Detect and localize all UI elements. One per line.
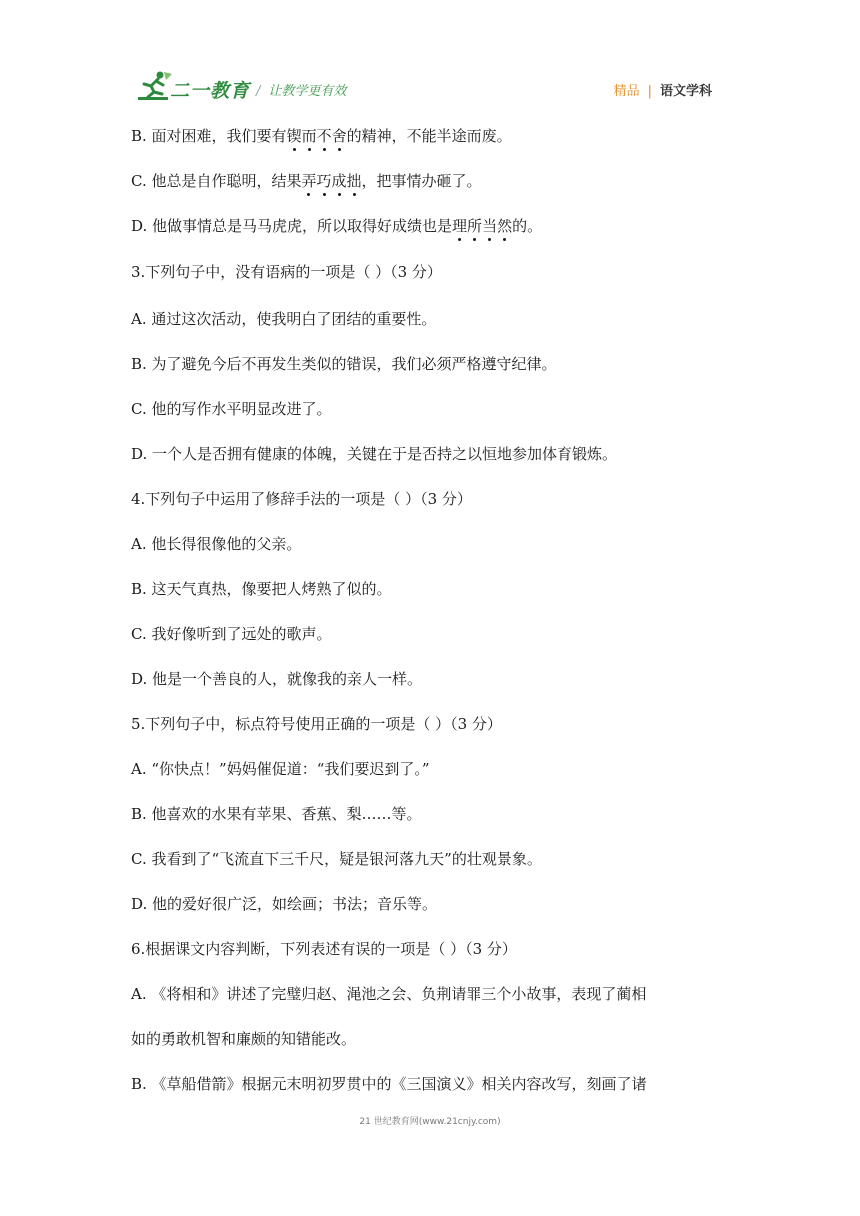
option-4d: D. 他是一个善良的人，就像我的亲人一样。 [131, 670, 423, 688]
option-6b-line1: B. 《草船借箭》根据元末明初罗贯中的《三国演义》相关内容改写，刻画了诸 [131, 1075, 647, 1093]
option-3a: A. 通过这次活动，使我明白了团结的重要性。 [131, 310, 437, 328]
option-2c: C. 他总是自作聪明，结果弄巧成拙，把事情办砸了。 [131, 172, 482, 190]
page-header [136, 70, 726, 106]
option-5a: A. “你快点！”妈妈催促道：“我们要迟到了。” [131, 760, 430, 778]
question-6: 6.根据课文内容判断，下列表述有误的一项是（ ）（3 分） [131, 940, 517, 958]
slogan-separator: / [256, 84, 261, 99]
page-footer: 21 世纪教育网(www.21cnjy.com) [359, 1117, 501, 1127]
question-4: 4.下列句子中运用了修辞手法的一项是（ ）（3 分） [131, 490, 472, 508]
brand-name: 二一教育 [170, 80, 251, 102]
option-6a-line2: 如的勇敢机智和廉颇的知错能改。 [131, 1030, 357, 1048]
slogan [256, 80, 346, 99]
slogan-text: 让教学更有效 [268, 84, 347, 99]
option-3c: C. 他的写作水平明显改进了。 [131, 400, 332, 418]
question-5: 5.下列句子中，标点符号使用正确的一项是（ ）（3 分） [131, 715, 502, 733]
option-2d: D. 他做事情总是马马虎虎，所以取得好成绩也是理所当然的。 [131, 217, 543, 235]
tag-divider: | [647, 84, 652, 99]
question-3: 3.下列句子中，没有语病的一项是（ ）（3 分） [131, 263, 442, 281]
option-3b: B. 为了避免今后不再发生类似的错误，我们必须严格遵守纪律。 [131, 355, 557, 373]
option-4b: B. 这天气真热，像要把人烤熟了似的。 [131, 580, 392, 598]
option-4c: C. 我好像听到了远处的歌声。 [131, 625, 332, 643]
option-6a-line1: A. 《将相和》讲述了完璧归赵、渑池之会、负荆请罪三个小故事，表现了蔺相 [131, 985, 647, 1003]
option-4a: A. 他长得很像他的父亲。 [131, 535, 302, 553]
option-5b: B. 他喜欢的水果有苹果、香蕉、梨……等。 [131, 805, 422, 823]
option-3d: D. 一个人是否拥有健康的体魄，关键在于是否持之以恒地参加体育锻炼。 [131, 445, 618, 463]
quality-label: 精品 [613, 84, 640, 99]
subject-label: 语文学科 [659, 84, 712, 99]
option-5d: D. 他的爱好很广泛，如绘画；书法；音乐等。 [131, 895, 438, 913]
subject-tag [614, 80, 712, 99]
option-5c: C. 我看到了“飞流直下三千尺，疑是银河落九天”的壮观景象。 [131, 850, 542, 868]
option-2b: B. 面对困难，我们要有锲而不舍的精神，不能半途而废。 [131, 127, 512, 145]
